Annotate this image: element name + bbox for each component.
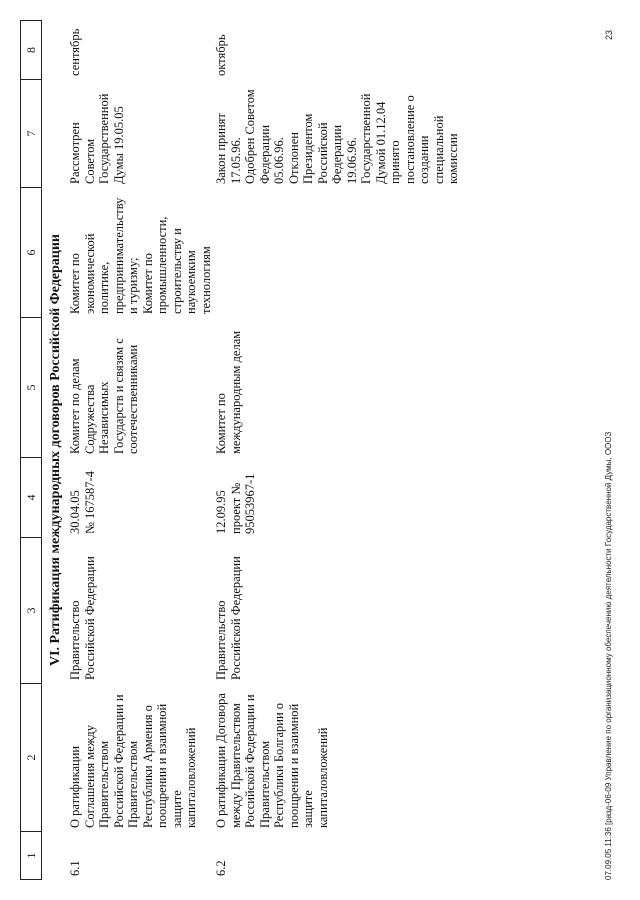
column-header-7: 7 (20, 80, 42, 188)
column-header-6: 6 (20, 188, 42, 318)
row-6-2-number: 6.2 (214, 860, 228, 876)
row-6-1-status: Рассмотрен Советом Государственной Думы 19.05.05 (68, 93, 126, 184)
row-6-1-date: 30.04.05 № 167587-4 (68, 471, 97, 534)
page-number: 23 (604, 29, 614, 40)
section-title: VI. Ратификация международных договоров Российской Федерации (48, 234, 63, 666)
row-6-2-title: О ратификации Договора между Правительством Российской Федерации и Правительством Республики Болгарии о поощрении и взаимной защите капиталовложений (214, 693, 330, 828)
row-6-1-month: сентябрь (68, 28, 82, 76)
column-header-2: 2 (20, 684, 42, 832)
row-6-2-initiator: Правительство Российской Федерации (214, 556, 243, 680)
column-header-5: 5 (20, 318, 42, 458)
row-6-1-committee: Комитет по делам Содружества Независимых Государств и связям с соотечественниками (68, 338, 140, 454)
footer-info: 07.09.05 11:36 [разд-06-09 Управление по организационному обеспечению деятельности Государственной Думы, ОООЗ (604, 431, 613, 880)
column-header-8: 8 (20, 20, 42, 80)
row-6-2-date: 12.09.95 проект № 95053967-1 (214, 473, 257, 534)
document-page (20, 20, 620, 880)
row-6-2-status: Закон принят 17.05.96. Одобрен Советом Федерации 05.06.96. Отклонен Президентом Российской Федерации 19.06.96. Государственной Думой 01.12.04 принято постановление о создании специальной комиссии (214, 89, 460, 184)
row-6-1-title: О ратификации Соглашения между Правительством Российской Федерации и Правительством Республики Армения о поощрении и взаимной защите капиталовложений (68, 694, 198, 828)
row-6-2-committee: Комитет по международным делам (214, 330, 243, 454)
row-6-1-number: 6.1 (68, 860, 82, 876)
column-header-3: 3 (20, 538, 42, 684)
row-6-1-co-committees: Комитет по экономической политике, предпринимательству и туризму; Комитет по промышленности, строительству и наукоемким технологиям (68, 197, 213, 314)
column-header-4: 4 (20, 458, 42, 538)
row-6-2-month: октябрь (214, 34, 228, 76)
column-header-1: 1 (20, 832, 42, 880)
row-6-1-initiator: Правительство Российской Федерации (68, 556, 97, 680)
